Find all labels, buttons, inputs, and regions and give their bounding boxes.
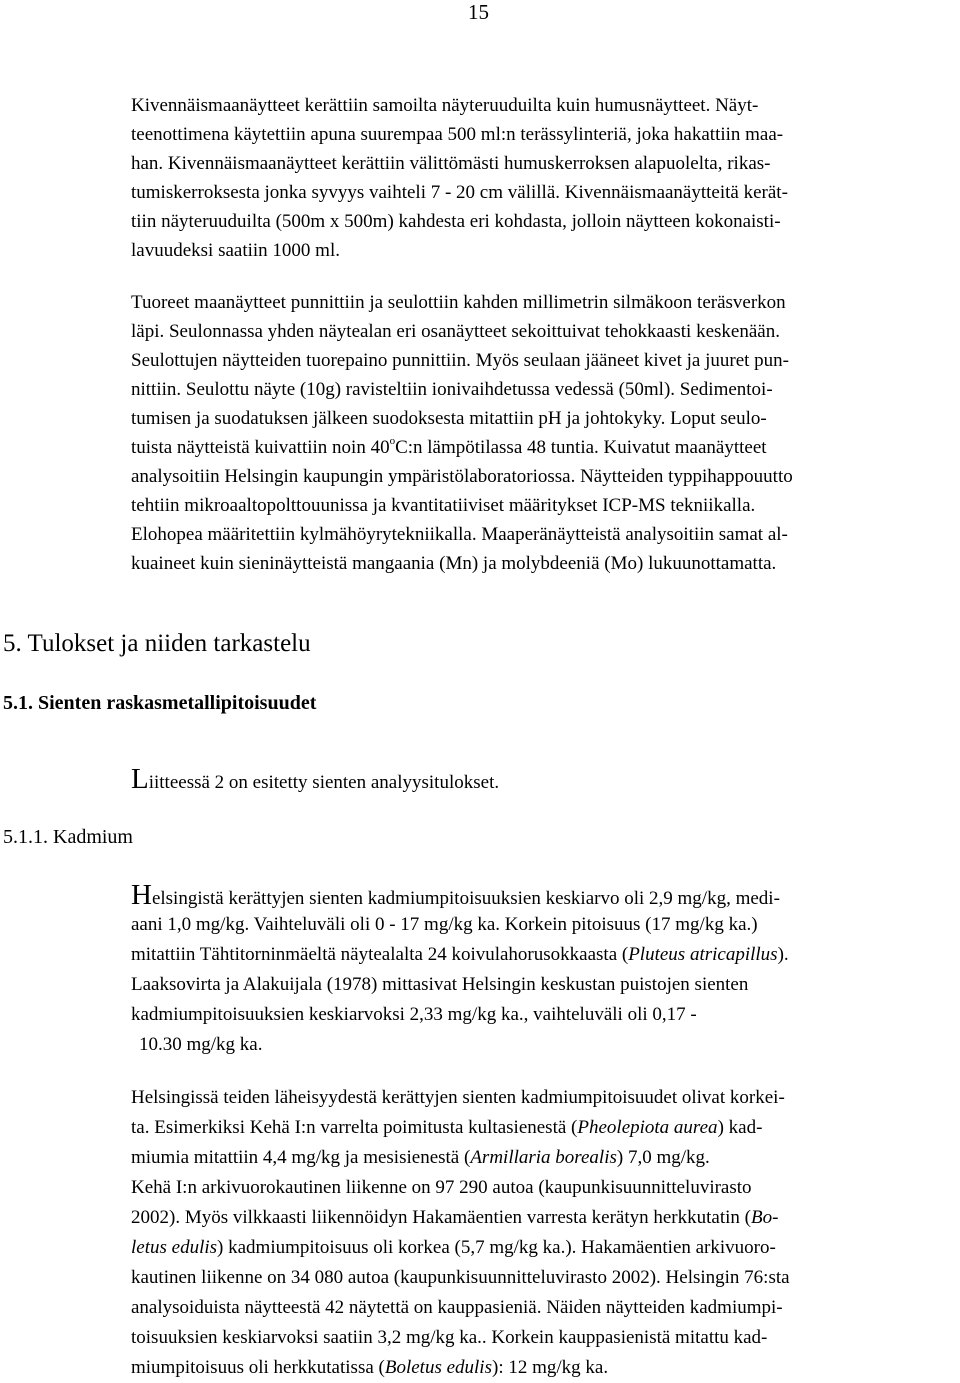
text-line: nittiin. Seulottu näyte (10g) ravisteltiin ionivaihdetussa vedessä (50ml). Sedimentoi- (131, 379, 773, 400)
intro-sentence (131, 763, 499, 799)
text-line: analysoitiin Helsingin kaupungin ympäristölaboratoriossa. Näytteiden typpihappouutto (131, 466, 793, 487)
text-line: Kivennäismaanäytteet kerättiin samoilta näyteruuduilta kuin humusnäytteet. Näyt- (131, 95, 759, 116)
species-name: letus edulis (131, 1237, 218, 1258)
text-segment: tuista näytteistä kuivattiin noin 40 (131, 437, 390, 458)
text-line (131, 1143, 960, 1173)
species-name: Bo- (750, 1207, 779, 1228)
text-line: tiin näyteruuduilta (500m x 500m) kahdesta eri kohdasta, jolloin näytteen kokonaisti- (131, 211, 781, 232)
text-line (131, 1203, 960, 1233)
text-segment: ): 12 mg/kg ka. (492, 1357, 609, 1378)
species-name: Boletus edulis (384, 1357, 492, 1378)
text-segment: elsingistä kerättyjen sienten kadmiumpitoisuuksien keskiarvo oli 2,9 mg/kg, medi- (151, 888, 780, 909)
text-line: 10.30 mg/kg ka. (139, 1034, 263, 1055)
text-segment: ) 7,0 mg/kg. (616, 1147, 710, 1168)
text-line (131, 940, 960, 970)
text-line: läpi. Seulonnassa yhden näytealan eri osanäytteet sekoittuivat tehokkaasti keskenään. (131, 321, 780, 342)
text-segment: 2002). Myös vilkkaasti liikennöidyn Hakamäentien varresta kerätyn herkkutatin ( (131, 1207, 751, 1228)
paragraph-mineral-soil-sampling (131, 91, 960, 265)
text-line-with-degree (131, 433, 960, 462)
text-line (131, 880, 960, 910)
text-line: han. Kivennäismaanäytteet kerättiin välittömästi humuskerroksen alapuolelta, rikas- (131, 153, 771, 174)
text-line (131, 1233, 960, 1263)
subsubsection-heading-cadmium: 5.1.1. Kadmium (3, 826, 133, 848)
text-line: Helsingissä teiden läheisyydestä kerättyjen sienten kadmiumpitoisuudet olivat korkei- (131, 1087, 785, 1108)
text-segment: C:n lämpötilassa 48 tuntia. Kuivatut maanäytteet (395, 437, 767, 458)
text-segment: ). (777, 944, 789, 965)
text-line: toisuuksien keskiarvoksi saatiin 3,2 mg/kg ka.. Korkein kauppasienistä mitattu kad- (131, 1327, 768, 1348)
species-name: Armillaria borealis (470, 1147, 617, 1168)
text-segment: iitteessä 2 on esitetty sienten analyysitulokset. (148, 772, 500, 793)
species-name: Pluteus atricapillus (628, 944, 778, 965)
text-line: teenottimena käytettiin apuna suurempaa 500 ml:n terässylinteriä, joka hakattiin maa- (131, 124, 784, 145)
text-segment: miumia mitattiin 4,4 mg/kg ja mesisienestä ( (131, 1147, 471, 1168)
text-line: Seulottujen näytteiden tuorepaino punnittiin. Myös seulaan jääneet kivet ja juuret pun- (131, 350, 789, 371)
text-line: Kehä I:n arkivuorokautinen liikenne on 97 290 autoa (kaupunkisuunnitteluvirasto (131, 1177, 752, 1198)
paragraph-cadmium-roadside (131, 1083, 960, 1383)
drop-letter: H (131, 879, 152, 911)
text-line (131, 1353, 960, 1383)
text-line (131, 1113, 960, 1143)
drop-letter: L (131, 763, 149, 795)
paragraph-soil-analysis (131, 288, 960, 578)
text-line: Tuoreet maanäytteet punnittiin ja seulottiin kahden millimetrin silmäkoon teräsverkon (131, 292, 786, 313)
text-line: Elohopea määritettiin kylmähöyrytekniikalla. Maaperänäytteistä analysoitiin samat al- (131, 524, 788, 545)
species-name: Pheolepiota aurea (577, 1117, 718, 1138)
text-line: analysoiduista näytteestä 42 näytettä on kauppasieniä. Näiden näytteiden kadmiumpi- (131, 1297, 783, 1318)
text-line: tehtiin mikroaaltopolttouunissa ja kvantitatiiviset määritykset ICP-MS tekniikalla. (131, 495, 756, 516)
subsection-heading-fungi-heavy-metals: 5.1. Sienten raskasmetallipitoisuudet (3, 692, 317, 714)
paragraph-cadmium-helsinki (131, 880, 960, 1060)
page-number: 15 (468, 0, 489, 24)
degree-superscript: o (389, 435, 396, 447)
text-segment: ) kadmiumpitoisuus oli korkea (5,7 mg/kg ka.). Hakamäentien arkivuoro- (217, 1237, 776, 1258)
text-line: lavuudeksi saatiin 1000 ml. (131, 240, 340, 261)
text-line: kuaineet kuin sieninäytteistä mangaania (Mn) ja molybdeeniä (Mo) lukuunottamatta. (131, 553, 777, 574)
text-line: kadmiumpitoisuuksien keskiarvoksi 2,33 mg/kg ka., vaihteluväli oli 0,17 - (131, 1004, 697, 1025)
text-segment: ) kad- (717, 1117, 763, 1138)
text-line: tumisen ja suodatuksen jälkeen suodoksesta mitattiin pH ja johtokyky. Loput seulo- (131, 408, 767, 429)
section-heading-results: 5. Tulokset ja niiden tarkastelu (3, 630, 311, 657)
text-segment: miumpitoisuus oli herkkutatissa ( (131, 1357, 385, 1378)
text-segment: mitattiin Tähtitorninmäeltä näytealalta 24 koivulahorusokkaasta ( (131, 944, 629, 965)
text-line: aani 1,0 mg/kg. Vaihteluväli oli 0 - 17 mg/kg ka. Korkein pitoisuus (17 mg/kg ka.) (131, 914, 758, 935)
text-line: kautinen liikenne on 34 080 autoa (kaupunkisuunnitteluvirasto 2002). Helsingin 76:sta (131, 1267, 790, 1288)
text-segment: ta. Esimerkiksi Kehä I:n varrelta poimitusta kultasienestä ( (131, 1117, 578, 1138)
text-line: Laaksovirta ja Alakuijala (1978) mittasivat Helsingin keskustan puistojen sienten (131, 974, 749, 995)
text-line: tumiskerroksesta jonka syvyys vaihteli 7 - 20 cm välillä. Kivennäismaanäytteitä kerät- (131, 182, 788, 203)
